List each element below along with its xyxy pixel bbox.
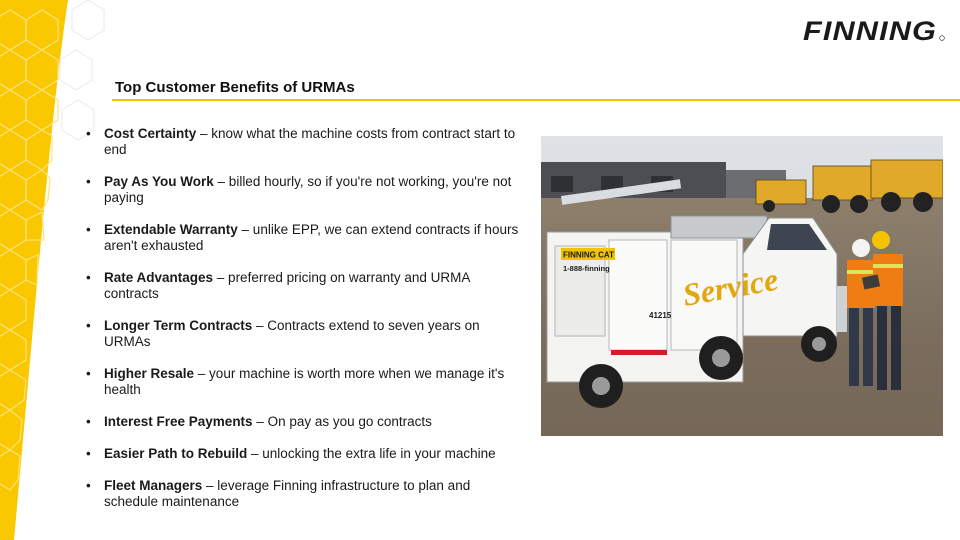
bullet: • xyxy=(86,174,91,189)
benefit-description: – leverage Finning infrastructure to plan and schedule maintenance xyxy=(104,478,471,509)
benefit-term: Longer Term Contracts xyxy=(104,318,253,333)
svg-text:FINNING: FINNING xyxy=(803,16,937,44)
benefit-term: Easier Path to Rebuild xyxy=(104,446,248,461)
finning-logo xyxy=(803,16,945,44)
benefit-description: – know what the machine costs from contract start to end xyxy=(104,126,516,157)
benefit-term: Fleet Managers xyxy=(104,478,203,493)
truck-service-text: Service xyxy=(679,260,781,313)
benefits-list xyxy=(86,126,526,510)
benefit-description: – billed hourly, so if you're not working, you're not paying xyxy=(104,174,512,205)
service-truck-photo xyxy=(541,136,943,436)
benefit-description: – unlike EPP, we can extend contracts if hours aren't exhausted xyxy=(104,222,519,253)
bullet: • xyxy=(86,414,91,429)
benefit-description: – your machine is worth more when we manage it's health xyxy=(104,366,505,397)
list-item xyxy=(86,270,526,302)
list-item xyxy=(86,126,526,158)
list-item xyxy=(86,222,526,254)
list-item xyxy=(86,174,526,206)
benefit-description: – preferred pricing on warranty and URMA contracts xyxy=(104,270,470,301)
title-underline xyxy=(112,99,960,101)
list-item xyxy=(86,446,526,462)
benefit-description: – Contracts extend to seven years on URMAs xyxy=(104,318,480,349)
truck-unit-number: 41215 xyxy=(649,311,672,320)
bullet: • xyxy=(86,366,91,381)
benefit-term: Cost Certainty xyxy=(104,126,197,141)
benefit-term: Pay As You Work xyxy=(104,174,214,189)
list-item xyxy=(86,366,526,398)
benefit-description: – On pay as you go contracts xyxy=(252,414,432,429)
bullet: • xyxy=(86,446,91,461)
benefit-term: Rate Advantages xyxy=(104,270,214,285)
bullet: • xyxy=(86,478,91,493)
photo-illustration xyxy=(541,136,943,436)
benefit-term: Higher Resale xyxy=(104,366,195,381)
truck-brand-text: FINNING CAT xyxy=(563,250,614,260)
list-item xyxy=(86,478,526,510)
benefit-term: Extendable Warranty xyxy=(104,222,238,237)
bullet: • xyxy=(86,270,91,285)
benefit-description: – unlocking the extra life in your machine xyxy=(247,446,496,461)
bullet: • xyxy=(86,126,91,141)
list-item xyxy=(86,318,526,350)
bullet: • xyxy=(86,222,91,237)
slide-title: Top Customer Benefits of URMAs xyxy=(115,79,355,96)
truck-phone-text: 1-888-finning xyxy=(563,264,610,273)
benefit-term: Interest Free Payments xyxy=(104,414,253,429)
bullet: • xyxy=(86,318,91,333)
list-item xyxy=(86,414,526,430)
